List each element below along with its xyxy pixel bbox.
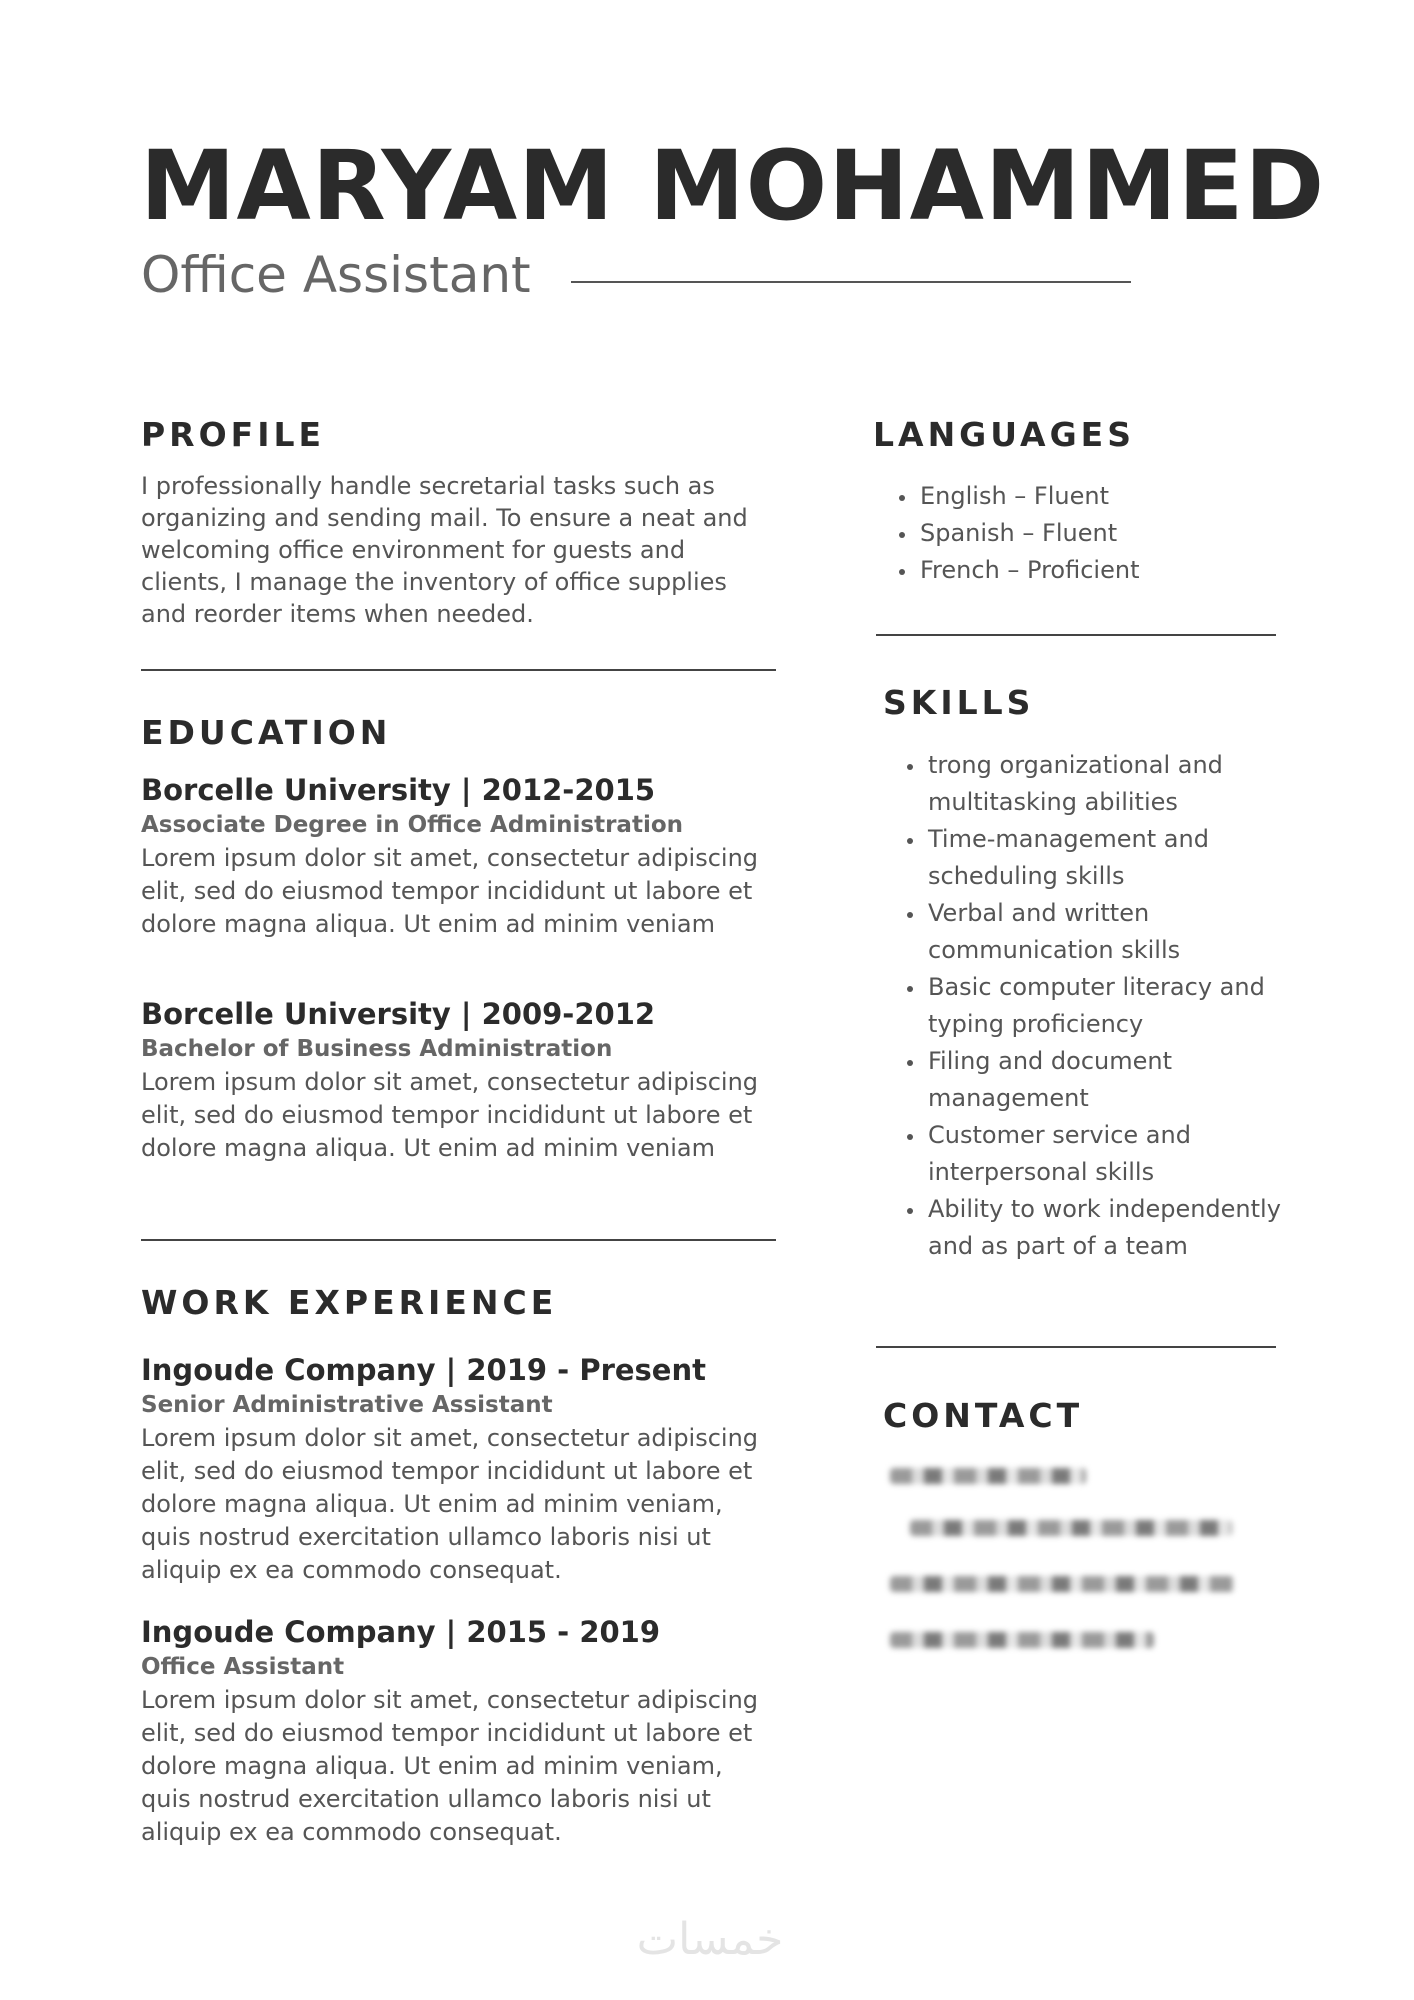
work-entry	[141, 1352, 781, 1587]
education-entry-description: Lorem ipsum dolor sit amet, consectetur adipiscing elit, sed do eiusmod tempor incididunt ut labore et dolore magna aliqua. Ut enim ad minim veniam	[141, 1068, 759, 1162]
skill-item: • trong organizational and multitasking abilities	[926, 747, 1326, 821]
profile-text: I professionally handle secretarial tasks such as organizing and sending mail. To ensure a neat and welcoming office environment for guests and clients, I manage the inventory of office supplies and reorder items when needed.	[141, 472, 748, 628]
language-item: • French – Proficient	[918, 552, 1288, 589]
skill-item: • Basic computer literacy and typing proficiency	[926, 969, 1326, 1043]
work-entry-role: Office Assistant	[141, 1654, 345, 1680]
work-entry-description: Lorem ipsum dolor sit amet, consectetur adipiscing elit, sed do eiusmod tempor incididunt ut labore et dolore magna aliqua. Ut enim ad minim veniam, quis nostrud exercitation ullamco laboris nisi ut aliquip ex ea commodo consequat.	[141, 1686, 759, 1846]
work-entry	[141, 1614, 781, 1849]
skills-list	[886, 747, 1326, 1265]
work-entry-role: Senior Administrative Assistant	[141, 1392, 553, 1418]
education-entry-title: Borcelle University | 2012-2015	[141, 773, 656, 807]
education-entry	[141, 772, 781, 941]
job-title-row	[141, 246, 1141, 310]
languages-heading: LANGUAGES	[873, 415, 1135, 454]
language-item: • Spanish – Fluent	[918, 515, 1288, 552]
work-entry-title: Ingoude Company | 2015 - 2019	[141, 1615, 661, 1649]
education-entry-description: Lorem ipsum dolor sit amet, consectetur adipiscing elit, sed do eiusmod tempor incididunt ut labore et dolore magna aliqua. Ut enim ad minim veniam	[141, 844, 759, 938]
education-entry	[141, 996, 781, 1165]
skill-item: • Verbal and written communication skills	[926, 895, 1326, 969]
profile-divider	[141, 669, 776, 671]
redacted-address	[890, 1576, 1234, 1592]
skill-item: • Customer service and interpersonal skills	[926, 1117, 1326, 1191]
skill-item: • Time-management and scheduling skills	[926, 821, 1326, 895]
work-entry-title: Ingoude Company | 2019 - Present	[141, 1353, 706, 1387]
skills-divider	[876, 1346, 1276, 1348]
education-entry-title: Borcelle University | 2009-2012	[141, 997, 656, 1031]
education-divider	[141, 1239, 776, 1241]
language-item: • English – Fluent	[918, 478, 1288, 515]
languages-divider	[876, 634, 1276, 636]
skill-item: • Filing and document management	[926, 1043, 1326, 1117]
education-entry-degree: Bachelor of Business Administration	[141, 1036, 613, 1062]
redacted-phone	[890, 1468, 1086, 1484]
title-divider	[571, 281, 1131, 283]
redacted-email	[910, 1520, 1232, 1536]
education-heading: EDUCATION	[141, 713, 392, 752]
job-title: Office Assistant	[141, 246, 531, 304]
watermark-logo: خمسات	[636, 1914, 784, 1965]
skill-item: • Ability to work independently and as part of a team	[926, 1191, 1326, 1265]
work-entry-description: Lorem ipsum dolor sit amet, consectetur adipiscing elit, sed do eiusmod tempor incididunt ut labore et dolore magna aliqua. Ut enim ad minim veniam, quis nostrud exercitation ullamco laboris nisi ut aliquip ex ea commodo consequat.	[141, 1424, 759, 1584]
education-entry-degree: Associate Degree in Office Administration	[141, 812, 684, 838]
redacted-website	[890, 1632, 1154, 1648]
profile-heading: PROFILE	[141, 415, 326, 454]
languages-list	[878, 478, 1288, 589]
work-experience-heading: WORK EXPERIENCE	[141, 1283, 558, 1322]
skills-heading: SKILLS	[883, 683, 1035, 722]
contact-heading: CONTACT	[883, 1396, 1084, 1435]
candidate-name: MARYAM MOHAMMED	[140, 130, 1326, 242]
